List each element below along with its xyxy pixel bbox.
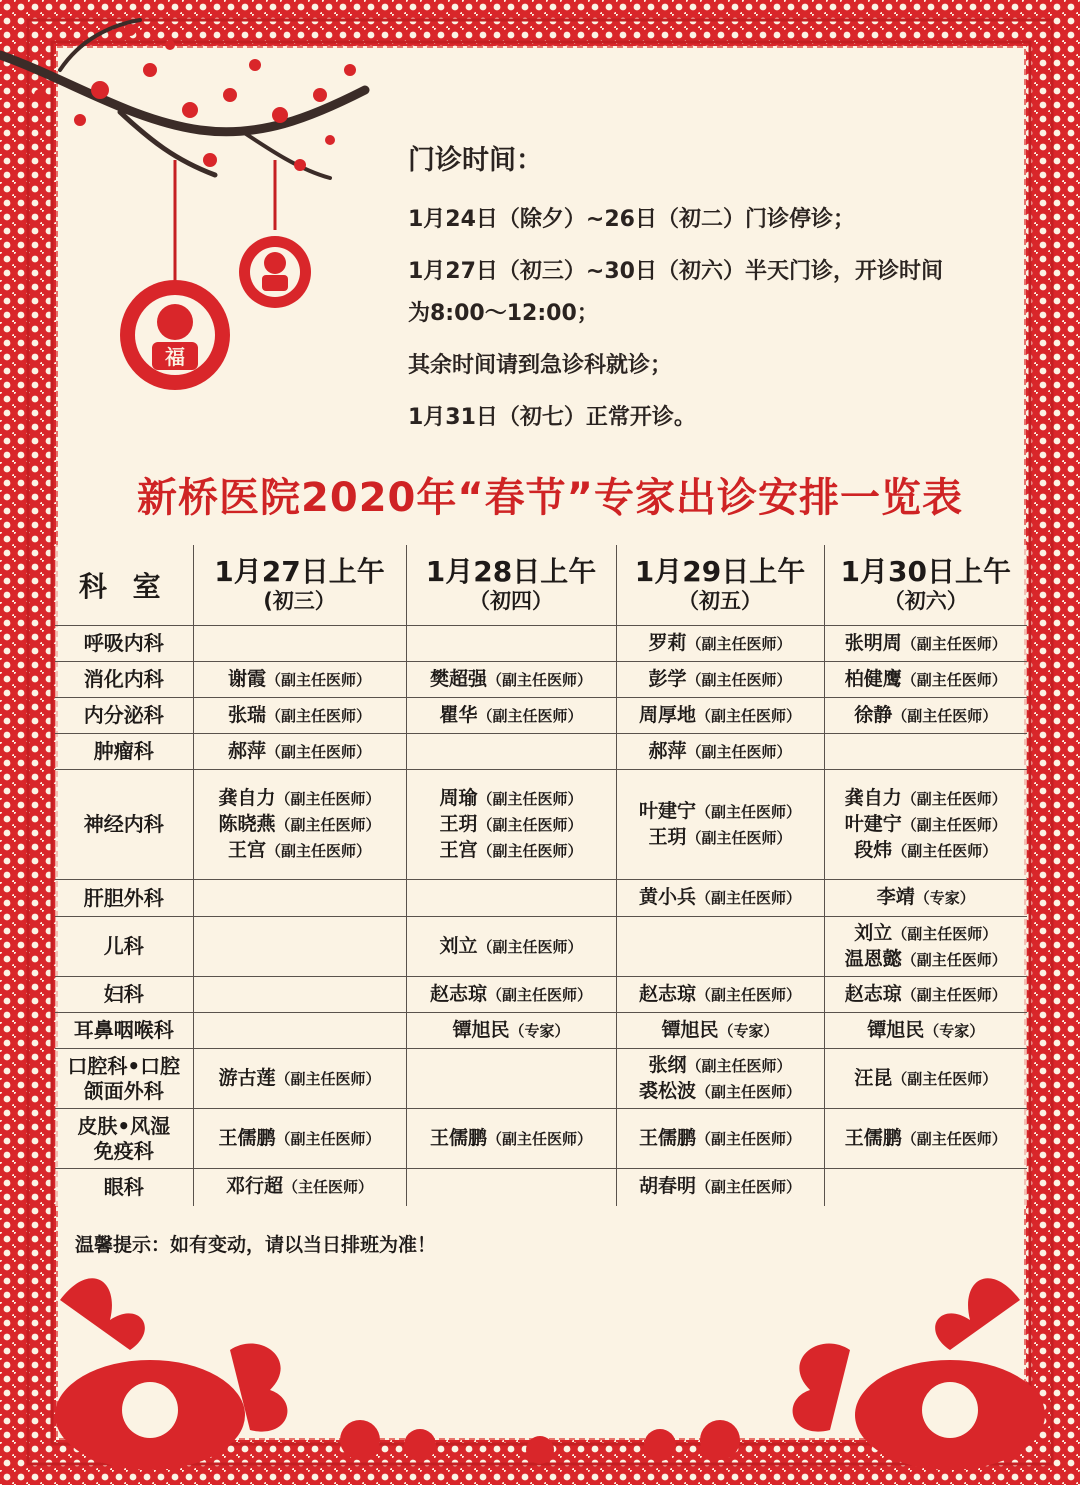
doctor-entry xyxy=(407,812,616,838)
department-cell: 内分泌科 xyxy=(55,698,193,734)
column-lunar-date: （初五） xyxy=(678,589,762,613)
doctor-title: （专家） xyxy=(924,1021,985,1040)
table-row xyxy=(55,977,1027,1013)
doctor-title: （副主任医师） xyxy=(487,670,593,689)
doctor-title: （副主任医师） xyxy=(696,889,802,907)
schedule-cell xyxy=(406,1169,616,1206)
schedule-cell xyxy=(616,662,824,698)
doctor-name: 王宫 xyxy=(439,838,478,861)
doctor-name: 镡旭民 xyxy=(661,1018,719,1041)
schedule-cell xyxy=(193,734,406,770)
table-row xyxy=(55,770,1027,880)
schedule-cell xyxy=(406,734,616,770)
table-row xyxy=(55,662,1027,698)
schedule-cell xyxy=(616,734,824,770)
table-row xyxy=(55,1169,1027,1206)
doctor-title: （副主任医师） xyxy=(892,1069,998,1088)
doctor-name: 张瑞 xyxy=(227,703,266,726)
dept-column-header: 科 室 xyxy=(55,545,193,626)
doctor-entry xyxy=(617,825,824,851)
schedule-cell xyxy=(616,1013,824,1049)
schedule-cell xyxy=(616,626,824,662)
doctor-title: （副主任医师） xyxy=(477,706,583,725)
doctor-title: （副主任医师） xyxy=(686,634,792,653)
schedule-cell xyxy=(824,770,1027,880)
schedule-cell xyxy=(616,770,824,880)
schedule-title: 新桥医院2020年“春节”专家出诊安排一览表 xyxy=(137,475,963,521)
department-cell: 肝胆外科 xyxy=(55,880,193,917)
department-cell xyxy=(55,1109,193,1169)
schedule-cell xyxy=(824,626,1027,662)
department-cell xyxy=(55,1049,193,1109)
doctor-entry xyxy=(825,667,1028,693)
schedule-cell xyxy=(193,1049,406,1109)
schedule-cell xyxy=(824,1013,1027,1049)
schedule-cell xyxy=(406,977,616,1013)
doctor-title: （副主任医师） xyxy=(275,1069,381,1088)
doctor-title: （副主任医师） xyxy=(696,1129,802,1148)
schedule-cell xyxy=(193,1169,406,1206)
doctor-entry xyxy=(825,703,1028,729)
doctor-entry xyxy=(194,838,406,864)
table-header-row xyxy=(55,545,1027,626)
table-row xyxy=(55,1049,1027,1109)
schedule-cell xyxy=(406,1049,616,1109)
doctor-entry xyxy=(825,982,1028,1008)
doctor-title: （副主任医师） xyxy=(901,634,1007,653)
column-lunar-date: （初六） xyxy=(883,589,968,613)
expert-schedule-table xyxy=(55,545,1027,1206)
schedule-cell xyxy=(824,880,1027,917)
doctor-entry xyxy=(617,667,824,693)
doctor-title: （副主任医师） xyxy=(266,670,372,689)
clinic-hours-line: 1月27日（初三）~30日（初六）半天门诊，开诊时间 xyxy=(408,259,943,284)
schedule-cell xyxy=(824,662,1027,698)
doctor-title: （副主任医师） xyxy=(487,1129,593,1148)
schedule-cell xyxy=(406,770,616,880)
doctor-entry xyxy=(407,934,616,960)
doctor-entry xyxy=(194,1126,406,1152)
doctor-name: 王儒鹏 xyxy=(429,1126,487,1149)
doctor-name: 叶建宁 xyxy=(638,799,696,822)
doctor-name: 张明周 xyxy=(844,631,902,654)
doctor-title: （副主任医师） xyxy=(266,706,372,725)
doctor-title: （副主任医师） xyxy=(266,841,372,860)
doctor-name: 黄小兵 xyxy=(638,886,696,908)
doctor-name: 周瑜 xyxy=(439,786,478,809)
doctor-name: 周厚地 xyxy=(638,703,696,726)
doctor-name: 谢霞 xyxy=(227,667,266,690)
doctor-name: 刘立 xyxy=(439,934,478,957)
doctor-entry xyxy=(617,885,824,911)
department-cell: 肿瘤科 xyxy=(55,734,193,770)
doctor-title: （副主任医师） xyxy=(275,789,381,808)
doctor-entry xyxy=(825,838,1028,864)
doctor-entry xyxy=(194,1174,406,1200)
doctor-title: （专家） xyxy=(914,889,975,907)
doctor-name: 温恩懿 xyxy=(844,947,902,970)
doctor-entry xyxy=(825,1066,1028,1092)
doctor-title: （副主任医师） xyxy=(696,1178,802,1197)
doctor-entry xyxy=(617,1053,824,1079)
doctor-entry xyxy=(194,667,406,693)
doctor-name: 张纲 xyxy=(648,1053,687,1076)
clinic-hours-line: 其余时间请到急诊科就诊； xyxy=(408,353,673,378)
lantern-ornament-large xyxy=(120,160,230,390)
doctor-title: （副主任医师） xyxy=(901,815,1007,834)
schedule-cell xyxy=(406,698,616,734)
doctor-entry xyxy=(194,786,406,812)
doctor-title: （副主任医师） xyxy=(696,706,802,725)
doctor-entry xyxy=(825,812,1028,838)
date-column-header xyxy=(824,545,1027,626)
schedule-cell xyxy=(824,734,1027,770)
department-cell: 耳鼻咽喉科 xyxy=(55,1013,193,1049)
doctor-entry xyxy=(407,667,616,693)
department-cell: 消化内科 xyxy=(55,662,193,698)
doctor-title: （副主任医师） xyxy=(275,815,381,834)
table-row xyxy=(55,1109,1027,1169)
doctor-title: （副主任医师） xyxy=(901,1129,1007,1148)
schedule-body xyxy=(55,626,1027,1206)
table-row xyxy=(55,734,1027,770)
doctor-entry xyxy=(407,1018,616,1044)
doctor-name: 王儒鹏 xyxy=(218,1126,276,1149)
reminder-tip: 温馨提示：如有变动，请以当日排班为准！ xyxy=(75,1234,437,1256)
doctor-name: 王玥 xyxy=(439,812,478,835)
doctor-title: （副主任医师） xyxy=(477,789,583,808)
doctor-entry xyxy=(825,947,1028,973)
doctor-title: （副主任医师） xyxy=(686,828,792,847)
doctor-entry xyxy=(407,838,616,864)
doctor-name: 邓行超 xyxy=(225,1175,283,1198)
doctor-name: 瞿华 xyxy=(439,703,478,726)
doctor-entry xyxy=(617,1174,824,1200)
doctor-entry xyxy=(407,703,616,729)
doctor-title: （副主任医师） xyxy=(487,985,593,1004)
schedule-cell xyxy=(824,1049,1027,1109)
schedule-cell xyxy=(616,1109,824,1169)
schedule-cell xyxy=(193,698,406,734)
schedule-cell xyxy=(616,1049,824,1109)
doctor-name: 柏健鹰 xyxy=(844,667,902,690)
doctor-name: 徐静 xyxy=(854,703,893,726)
column-date: 1月29日上午 xyxy=(634,555,806,588)
doctor-entry xyxy=(407,982,616,1008)
schedule-cell xyxy=(406,917,616,977)
column-lunar-date: （初四） xyxy=(469,589,553,613)
clinic-hours-line: 为8:00～12:00； xyxy=(408,301,599,326)
doctor-title: （专家） xyxy=(718,1021,779,1040)
doctor-name: 龚自力 xyxy=(218,786,276,809)
doctor-name: 赵志琼 xyxy=(429,982,487,1005)
schedule-cell xyxy=(824,698,1027,734)
doctor-title: （副主任医师） xyxy=(892,924,998,943)
department-cell: 眼科 xyxy=(55,1169,193,1206)
schedule-cell xyxy=(406,626,616,662)
department-name-line: 颌面外科 xyxy=(83,1078,164,1103)
clinic-hours-line: 1月24日（除夕）~26日（初二）门诊停诊； xyxy=(408,207,855,232)
schedule-cell xyxy=(193,626,406,662)
doctor-title: （副主任医师） xyxy=(266,742,372,761)
doctor-name: 赵志琼 xyxy=(844,982,902,1005)
doctor-name: 郝萍 xyxy=(648,739,687,762)
doctor-title: （副主任医师） xyxy=(275,1129,381,1148)
doctor-entry xyxy=(825,885,1028,911)
doctor-name: 刘立 xyxy=(854,921,893,944)
department-name-line: 皮肤•风湿 xyxy=(77,1113,171,1138)
doctor-entry xyxy=(825,786,1028,812)
table-row xyxy=(55,698,1027,734)
doctor-name: 王儒鹏 xyxy=(638,1126,696,1149)
doctor-entry xyxy=(407,786,616,812)
date-column-header xyxy=(616,545,824,626)
schedule-cell xyxy=(193,1013,406,1049)
schedule-cell xyxy=(616,698,824,734)
clinic-hours-line: 1月31日（初七）正常开诊。 xyxy=(408,405,696,430)
doctor-name: 樊超强 xyxy=(429,667,487,690)
schedule-cell xyxy=(824,917,1027,977)
doctor-name: 李靖 xyxy=(876,886,915,908)
date-column-header xyxy=(193,545,406,626)
table-row xyxy=(55,880,1027,917)
doctor-name: 镡旭民 xyxy=(452,1018,510,1041)
doctor-title: （副主任医师） xyxy=(696,1082,802,1101)
schedule-cell xyxy=(824,977,1027,1013)
doctor-name: 王宫 xyxy=(227,838,266,861)
department-name-line: 免疫科 xyxy=(93,1138,154,1163)
schedule-cell xyxy=(193,917,406,977)
doctor-entry xyxy=(825,1018,1028,1044)
doctor-title: （副主任医师） xyxy=(901,670,1007,689)
doctor-entry xyxy=(617,1018,824,1044)
doctor-name: 罗莉 xyxy=(648,631,687,654)
doctor-entry xyxy=(825,921,1028,947)
schedule-cell xyxy=(193,880,406,917)
schedule-cell xyxy=(406,880,616,917)
schedule-cell xyxy=(616,917,824,977)
doctor-name: 王儒鹏 xyxy=(844,1126,902,1149)
doctor-name: 段炜 xyxy=(854,838,893,861)
schedule-cell xyxy=(406,1013,616,1049)
doctor-name: 镡旭民 xyxy=(867,1018,925,1041)
doctor-entry xyxy=(407,1126,616,1152)
doctor-title: （副主任医师） xyxy=(477,841,583,860)
doctor-entry xyxy=(617,799,824,825)
doctor-entry xyxy=(617,631,824,657)
department-cell: 神经内科 xyxy=(55,770,193,880)
department-cell: 妇科 xyxy=(55,977,193,1013)
doctor-name: 陈晓燕 xyxy=(218,812,276,835)
doctor-entry xyxy=(617,739,824,765)
date-column-header xyxy=(406,545,616,626)
doctor-title: （副主任医师） xyxy=(696,802,802,821)
doctor-title: （副主任医师） xyxy=(901,985,1007,1004)
doctor-entry xyxy=(194,1066,406,1092)
column-date: 1月27日上午 xyxy=(214,555,385,588)
doctor-name: 赵志琼 xyxy=(638,982,696,1005)
column-date: 1月28日上午 xyxy=(425,555,597,588)
doctor-entry xyxy=(194,812,406,838)
doctor-name: 裘松波 xyxy=(638,1079,696,1102)
table-row xyxy=(55,917,1027,977)
doctor-entry xyxy=(194,739,406,765)
schedule-cell xyxy=(193,1109,406,1169)
doctor-entry xyxy=(825,1126,1028,1152)
doctor-name: 胡春明 xyxy=(638,1175,696,1198)
department-cell: 呼吸内科 xyxy=(55,626,193,662)
clinic-hours-title: 门诊时间： xyxy=(408,145,543,176)
doctor-title: （副主任医师） xyxy=(901,789,1007,808)
bottom-paper-cut-ornament xyxy=(55,1278,1045,1470)
doctor-title: （副主任医师） xyxy=(477,937,583,956)
doctor-entry xyxy=(194,703,406,729)
schedule-cell xyxy=(616,880,824,917)
schedule-cell xyxy=(193,770,406,880)
table-row xyxy=(55,626,1027,662)
department-cell: 儿科 xyxy=(55,917,193,977)
doctor-name: 游古莲 xyxy=(218,1066,276,1089)
doctor-title: （专家） xyxy=(509,1021,570,1040)
schedule-cell xyxy=(824,1109,1027,1169)
doctor-name: 汪昆 xyxy=(854,1066,893,1089)
doctor-title: （副主任医师） xyxy=(686,1056,792,1075)
doctor-entry xyxy=(617,1079,824,1105)
table-row xyxy=(55,1013,1027,1049)
doctor-title: （副主任医师） xyxy=(696,985,802,1004)
doctor-title: （副主任医师） xyxy=(892,706,998,725)
doctor-title: （副主任医师） xyxy=(477,815,583,834)
schedule-cell xyxy=(616,977,824,1013)
doctor-title: （副主任医师） xyxy=(686,742,792,761)
schedule-cell xyxy=(616,1169,824,1206)
schedule-cell xyxy=(193,977,406,1013)
department-name-line: 口腔科•口腔 xyxy=(67,1053,181,1078)
schedule-cell xyxy=(824,1169,1027,1206)
doctor-title: （副主任医师） xyxy=(901,950,1007,969)
schedule-cell xyxy=(193,662,406,698)
doctor-name: 彭学 xyxy=(648,667,687,690)
column-lunar-date: (初三） xyxy=(263,589,336,613)
doctor-entry xyxy=(617,982,824,1008)
doctor-entry xyxy=(617,703,824,729)
doctor-name: 叶建宁 xyxy=(844,812,902,835)
svg-text:福: 福 xyxy=(165,345,185,369)
doctor-name: 龚自力 xyxy=(844,786,902,809)
clinic-hours-notice xyxy=(408,138,1028,439)
schedule-cell xyxy=(406,662,616,698)
schedule-cell xyxy=(406,1109,616,1169)
column-date: 1月30日上午 xyxy=(840,555,1011,588)
doctor-title: （主任医师） xyxy=(283,1178,374,1197)
doctor-name: 王玥 xyxy=(648,825,687,848)
doctor-title: （副主任医师） xyxy=(892,841,998,860)
lantern-ornament-small xyxy=(239,160,311,308)
doctor-entry xyxy=(617,1126,824,1152)
doctor-entry xyxy=(825,631,1028,657)
doctor-name: 郝萍 xyxy=(227,739,266,762)
doctor-title: （副主任医师） xyxy=(686,670,792,689)
